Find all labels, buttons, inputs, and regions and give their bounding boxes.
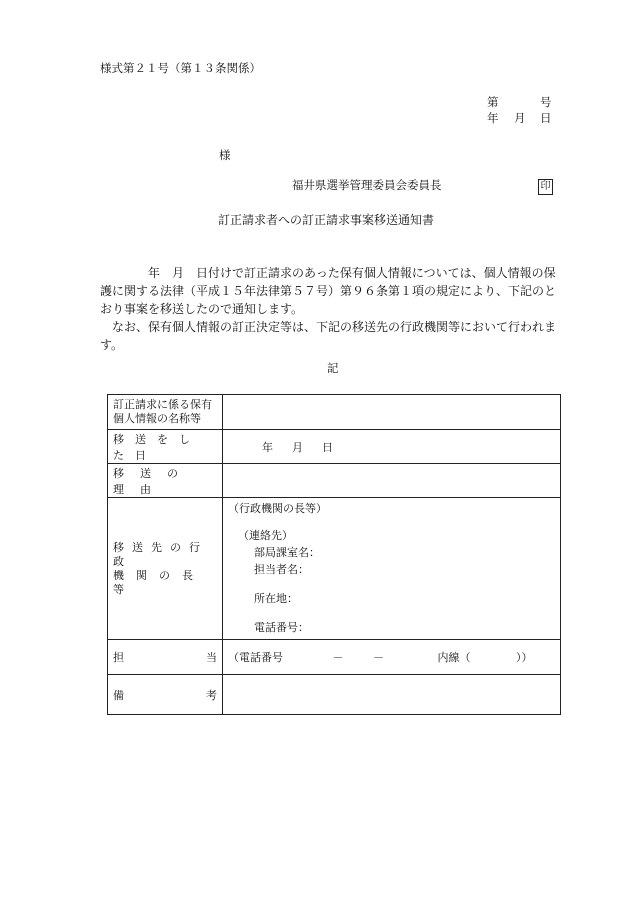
doc-number-suffix: 号 (540, 95, 552, 109)
extension-close: ）） (516, 651, 533, 664)
row-transfer-date-value: 年 月 日 (223, 430, 561, 464)
ki-heading: 記 (327, 361, 339, 375)
phone-dash-1: － (332, 651, 344, 664)
table-row (108, 430, 561, 464)
table-row (108, 675, 561, 715)
label-line: 個人情報の名称等 (113, 412, 201, 425)
phone-label: （電話番号 (228, 651, 283, 664)
row-transfer-reason-label: 移送の理由 (108, 464, 223, 498)
date-month: 月 (514, 111, 526, 125)
row-remarks-value (223, 675, 561, 715)
row-destination-value (223, 498, 561, 640)
sender-name: 福井県選挙管理委員会委員長 (292, 178, 442, 192)
body-text (100, 264, 562, 354)
destination-head: （行政機関の長等） (228, 502, 327, 515)
phone-field: 電話番号： (254, 621, 309, 634)
label-line: 訂正請求に係る保有 (113, 398, 212, 411)
table-row (108, 640, 561, 675)
doc-number-prefix: 第 (487, 95, 499, 109)
addressee-honorific: 様 (219, 148, 231, 162)
date-day: 日 (540, 111, 552, 125)
body-paragraph-2: なお、保有個人情報の訂正決定等は、下記の移送先の行政機関等において行われます。 (100, 320, 557, 352)
table-row (108, 395, 561, 430)
table-row (108, 498, 561, 640)
phone-dash-2: － (373, 651, 384, 664)
table-row (108, 464, 561, 498)
seal-mark (538, 179, 553, 195)
row-person-in-charge-label: 担 当 (108, 640, 223, 675)
extension-label: 内線（ (437, 651, 471, 664)
row-info-name-value (223, 395, 561, 430)
row-remarks-label: 備 考 (108, 675, 223, 715)
body-paragraph-1: 年 月 日付けで訂正請求のあった保有個人情報については、個人情報の保護に関する法律（平成１５年法律第５７号）第９６条第１項の規定により、下記のとおり事案を移送したので通知します。 (100, 266, 557, 316)
seal-stamp: 印 (538, 179, 553, 195)
form-number: 様式第２１号（第１３条関係） (100, 61, 261, 75)
contact-heading: （連絡先） (238, 529, 293, 542)
row-person-in-charge-value (223, 640, 561, 675)
row-info-name-label (108, 395, 223, 430)
row-transfer-reason-value (223, 464, 561, 498)
row-transfer-date-label: 移送をした日 (108, 430, 223, 464)
person-field: 担当者名： (254, 563, 309, 576)
date-year: 年 (487, 111, 499, 125)
dept-field: 部局課室名： (254, 546, 320, 559)
address-field: 所在地： (254, 592, 298, 605)
transfer-table (107, 394, 561, 715)
document-title: 訂正請求者への訂正請求事案移送通知書 (218, 213, 435, 227)
row-destination-label: 移送先の行政 機関の長等 (108, 498, 223, 640)
